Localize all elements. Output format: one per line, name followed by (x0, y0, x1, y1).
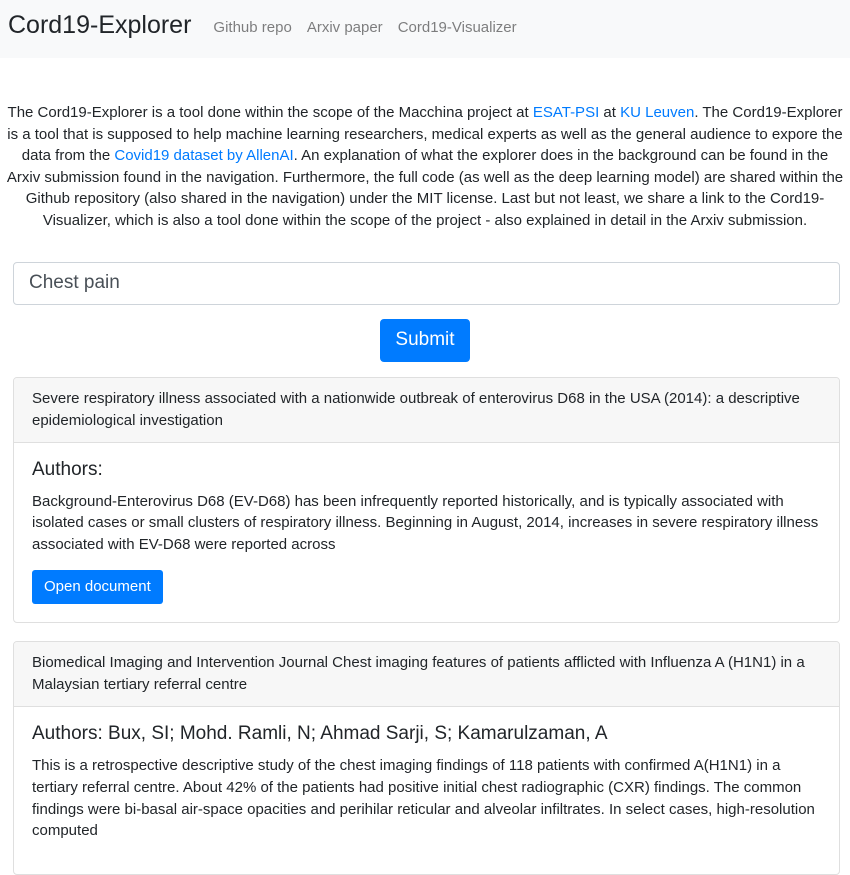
result-authors: Authors: Bux, SI; Mohd. Ramli, N; Ahmad Sarji, S; Kamarulzaman, A (32, 722, 608, 744)
brand-title[interactable]: Cord19-Explorer (8, 10, 192, 39)
intro-text-part: The Cord19-Explorer is a tool done within the scope of the Macchina project at (7, 104, 533, 121)
open-document-button[interactable]: Open document (32, 570, 163, 604)
result-body (14, 707, 839, 874)
result-abstract: This is a retrospective descriptive study of the chest imaging findings of 118 patients with confirmed A(H1N1) in a tertiary referral centre. About 42% of the patients had positive initial chest radiographic (CXR) findings. The common findings were bi-basal air-space opacities and perihilar reticular and alveolar infiltrates. In select cases, high-resolution computed (32, 756, 815, 840)
intro-text-part: . An explanation of what the explorer does in the background can be found in the Arxiv submission found in the navigation. Furthermore, the full code (as well as the deep learning model) are shared within the Github repository (also shared in the navigation) under the MIT license. Last but not least, we share a link to the Cord19-Visualizer, which is also a tool done within the scope of the project - also explained in detail in the Arxiv submission. (6, 147, 844, 229)
nav-link-visualizer[interactable]: Cord19-Visualizer (397, 18, 517, 36)
nav-link-arxiv[interactable]: Arxiv paper (306, 18, 383, 36)
result-abstract: Background-Enterovirus D68 (EV-D68) has been infrequently reported historically, and is typically associated with isolated cases or small clusters of respiratory illness. Beginning in August, 2014, increases in severe respiratory illness associated with EV-D68 were reported across (32, 492, 819, 554)
esat-psi-link[interactable]: ESAT-PSI (532, 104, 600, 121)
intro-text-part: . The Cord19-Explorer is a tool that is supposed to help machine learning researchers, medical experts as well as the general audience to expore the data from the (7, 104, 843, 165)
ku-leuven-link[interactable]: KU Leuven (620, 104, 695, 121)
result-title: Biomedical Imaging and Intervention Journal Chest imaging features of patients afflicted with Influenza A (H1N1) in a Malaysian tertiary referral centre (14, 642, 839, 707)
submit-button[interactable]: Submit (380, 319, 469, 362)
nav-link-github[interactable]: Github repo (213, 18, 292, 36)
search-input[interactable] (13, 262, 840, 305)
navbar (0, 0, 850, 58)
intro-text (4, 102, 846, 232)
covid19-dataset-link[interactable]: Covid19 dataset by AllenAI (114, 147, 294, 165)
result-title: Severe respiratory illness associated with a nationwide outbreak of enterovirus D68 in the USA (2014): a descriptive epidemiological investigation (14, 378, 839, 443)
submit-wrap (0, 319, 850, 362)
intro-text-part: at (599, 104, 621, 121)
result-card (13, 641, 840, 875)
result-authors: Authors: (32, 458, 103, 480)
result-body (14, 443, 839, 622)
result-card (13, 377, 840, 623)
